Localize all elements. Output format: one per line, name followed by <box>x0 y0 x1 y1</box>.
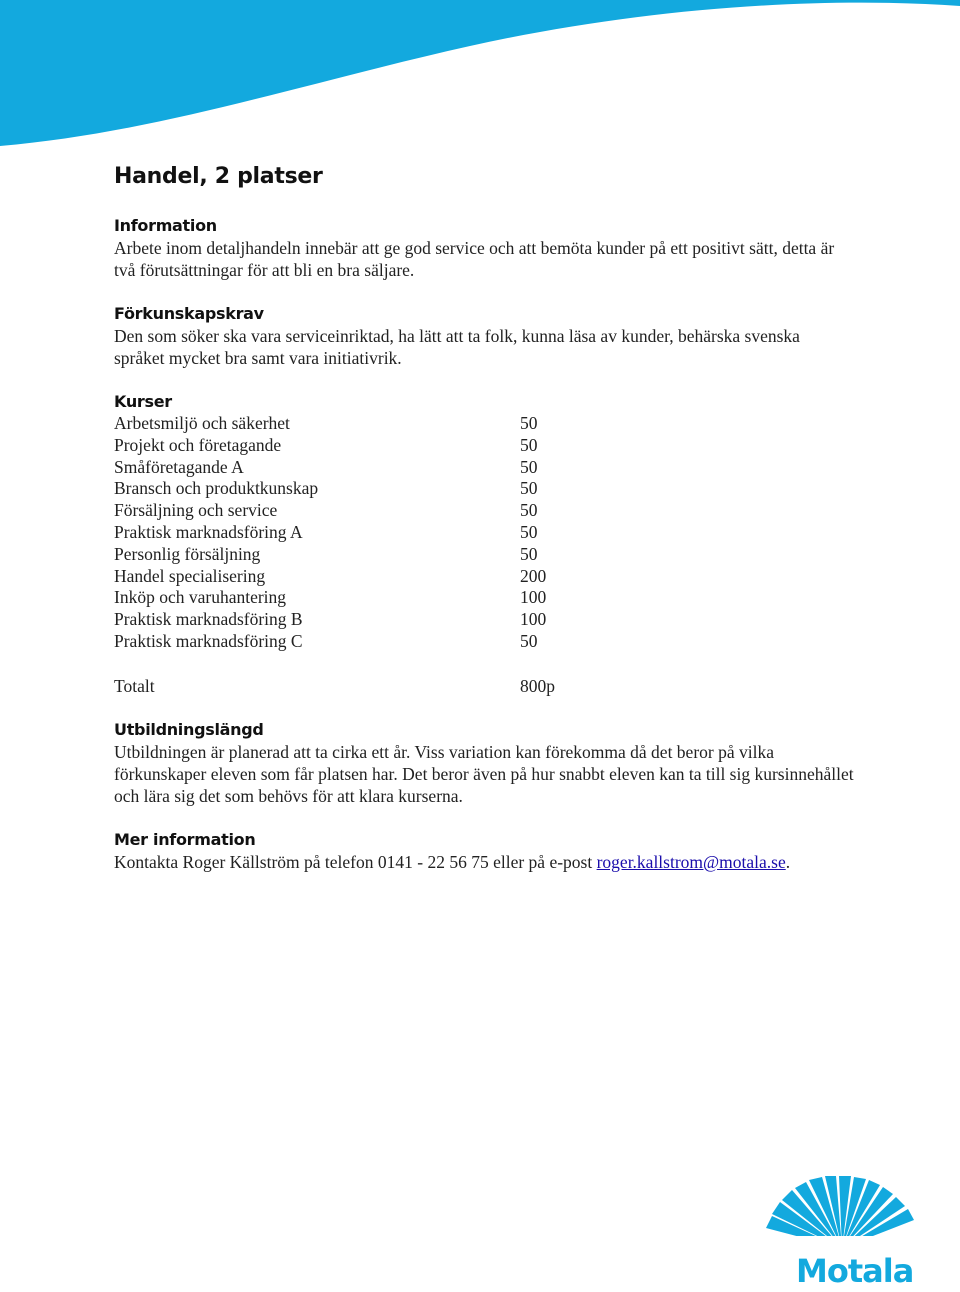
course-row <box>114 522 854 544</box>
course-points: 50 <box>520 521 538 542</box>
course-name: Personlig försäljning <box>114 543 261 564</box>
total-label: Totalt <box>114 675 155 696</box>
course-points: 50 <box>520 500 538 521</box>
course-name: Praktisk marknadsföring B <box>114 609 303 630</box>
course-row <box>114 587 854 609</box>
section-courses <box>114 391 854 697</box>
course-name: Praktisk marknadsföring A <box>114 521 303 542</box>
prerequisites-text: Den som söker ska vara serviceinriktad, ha lätt att ta folk, kunna läsa av kunder, behärska svenska språket mycket bra samt vara initiativrik. <box>114 326 800 368</box>
course-points: 100 <box>520 609 547 630</box>
contact-text-end: . <box>785 851 791 872</box>
duration-text: Utbildningen är planerad att ta cirka ett år. Viss variation kan förekomma då det beror på vilka förkunskaper eleven som får platsen har. Det beror även på hur snabbt eleven kan ta till sig kursinnehållet och lära sig det som behövs för att klara kurserna. <box>114 741 854 806</box>
course-row <box>114 435 854 457</box>
course-points: 200 <box>520 565 547 586</box>
course-points: 100 <box>520 587 547 608</box>
course-points: 50 <box>520 456 538 477</box>
information-heading: Information <box>114 216 217 235</box>
course-name: Arbetsmiljö och säkerhet <box>114 413 290 433</box>
document-body <box>114 164 854 895</box>
section-duration <box>114 719 854 807</box>
course-row <box>114 500 854 522</box>
email-link[interactable]: roger.kallstrom@motala.se <box>596 851 786 872</box>
page-title: Handel, 2 platser <box>114 164 323 189</box>
course-total-row <box>114 675 854 697</box>
course-row <box>114 566 854 588</box>
course-points: 50 <box>520 434 538 455</box>
course-name: Handel specialisering <box>114 565 266 586</box>
course-name: Småföretagande A <box>114 456 244 477</box>
section-prerequisites <box>114 303 854 369</box>
logo-text: Motala <box>796 1252 914 1290</box>
course-name: Praktisk marknadsföring C <box>114 630 303 651</box>
course-row <box>114 609 854 631</box>
prerequisites-heading: Förkunskapskrav <box>114 304 264 323</box>
course-name: Inköp och varuhantering <box>114 587 287 608</box>
course-name: Bransch och produktkunskap <box>114 478 319 499</box>
header-wave-decoration <box>0 0 960 160</box>
section-more-info <box>114 829 854 873</box>
course-points: 50 <box>520 543 538 564</box>
course-row <box>114 478 854 500</box>
total-value: 800p <box>520 675 555 696</box>
course-row <box>114 631 854 653</box>
course-points: 50 <box>520 630 538 651</box>
more-info-heading: Mer information <box>114 829 256 849</box>
more-info-text <box>114 851 854 873</box>
course-row <box>114 544 854 566</box>
contact-text: Kontakta Roger Källström på telefon 0141 - 22 56 75 eller på e-post <box>114 851 597 872</box>
duration-heading: Utbildningslängd <box>114 719 264 739</box>
course-points: 50 <box>520 413 538 433</box>
course-list <box>114 413 854 653</box>
courses-heading: Kurser <box>114 392 172 411</box>
course-name: Projekt och företagande <box>114 434 282 455</box>
course-row <box>114 457 854 479</box>
information-text: Arbete inom detaljhandeln innebär att ge god service och att bemöta kunder på ett positivt sätt, detta är två förutsättningar för att bli en bra säljare. <box>114 238 835 280</box>
course-row <box>114 413 854 435</box>
course-name: Försäljning och service <box>114 500 278 521</box>
section-information <box>114 215 854 281</box>
course-points: 50 <box>520 478 538 499</box>
